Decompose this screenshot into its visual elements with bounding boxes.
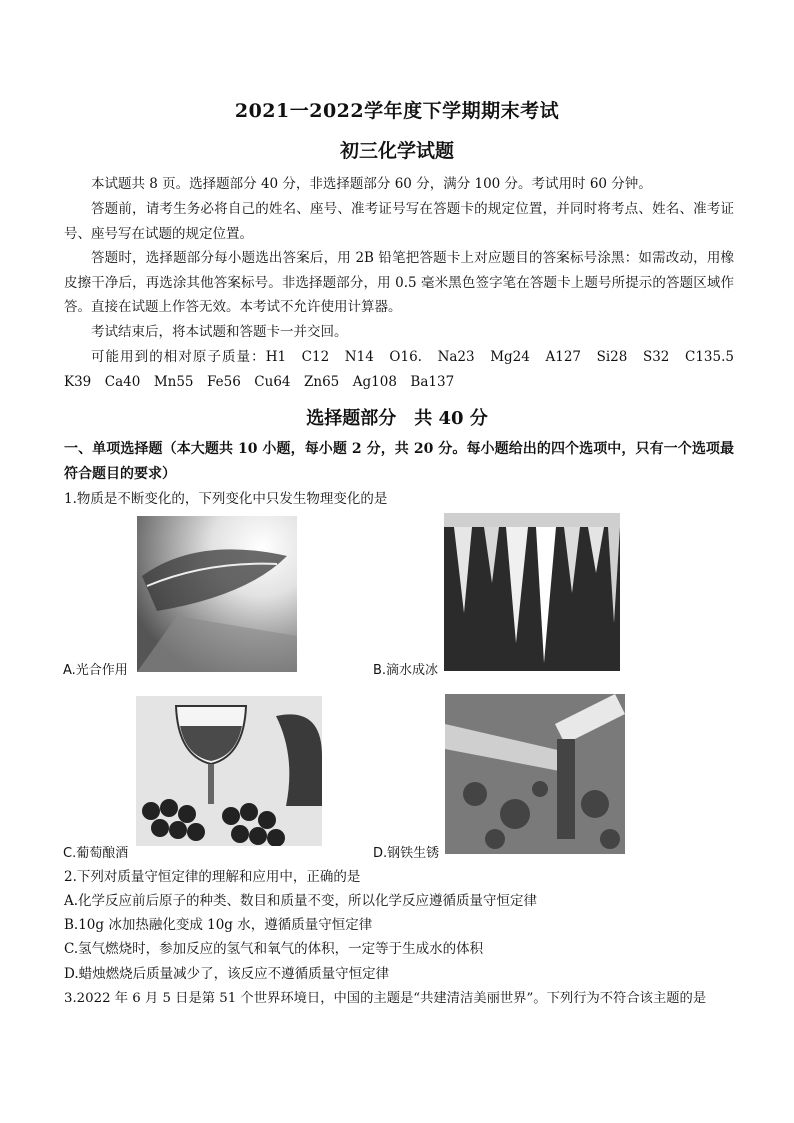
instruction-2: 答题前，请考生务必将自己的姓名、座号、准考证号写在答题卡的规定位置，并同时将考点、姓名、准考证号、座号写在试题的规定位置。: [64, 201, 734, 242]
q1-option-c: C.葡萄酿酒: [63, 846, 129, 861]
instruction-4: 考试结束后，将本试题和答题卡一并交回。: [91, 324, 348, 340]
wine-grapes-photo: [136, 696, 322, 846]
atomic-masses: 可能用到的相对原子质量：H1 C12 N14 O16. Na23 Mg24 A127 Si28 S32 C135.5 K39 Ca40 Mn55 Fe56 Cu64 Zn65 Ag108 Ba137: [64, 349, 748, 390]
icicles-photo: [444, 513, 620, 671]
exam-subtitle: 初三化学试题: [339, 140, 454, 162]
q2-option-a: A.化学反应前后原子的种类、数目和质量不变，所以化学反应遵循质量守恒定律: [64, 893, 538, 909]
instruction-1: 本试题共 8 页。选择题部分 40 分，非选择题部分 60 分，满分 100 分。考试用时 60 分钟。: [91, 176, 652, 192]
q1-option-d: D.钢铁生锈: [373, 846, 440, 861]
q1-option-b: B.滴水成冰: [373, 663, 439, 678]
part-title: 一、单项选择题（本大题共 10 小题，每小题 2 分，共 20 分。每小题给出的四个选项中，只有一个选项最符合题目的要求）: [64, 441, 734, 482]
question-1-stem: 1.物质是不断变化的，下列变化中只发生物理变化的是: [64, 491, 388, 507]
q2-option-d: D.蜡烛燃烧后质量减少了，该反应不遵循质量守恒定律: [64, 966, 390, 982]
q2-option-b: B.10g 冰加热融化变成 10g 水，遵循质量守恒定律: [64, 917, 373, 933]
q1-option-a: A.光合作用: [63, 663, 128, 678]
q2-option-c: C.氢气燃烧时，参加反应的氢气和氧气的体积，一定等于生成水的体积: [64, 941, 484, 957]
section-heading: 选择题部分 共 40 分: [306, 408, 488, 429]
exam-title: 2021一2022学年度下学期期末考试: [234, 100, 560, 122]
instruction-3: 答题时，选择题部分每小题选出答案后，用 2B 铅笔把答题卡上对应题目的答案标号涂黑：如需改动，用橡皮擦干净后，再选涂其他答案标号。非选择题部分，用 0.5 毫米黑色签字笔在答题卡上题号所提示的答题区域作答。直接在试题上作答无效。本考试不允许使用计算器。: [64, 250, 734, 315]
question-3-stem: 3.2022 年 6 月 5 日是第 51 个世界环境日，中国的主题是“共建清洁美丽世界”。下列行为不符合该主题的是: [64, 991, 707, 1006]
rusty-steel-photo: [445, 694, 625, 854]
leaf-sunlight-photo: [137, 516, 297, 672]
question-2-stem: 2.下列对质量守恒定律的理解和应用中，正确的是: [64, 869, 361, 885]
